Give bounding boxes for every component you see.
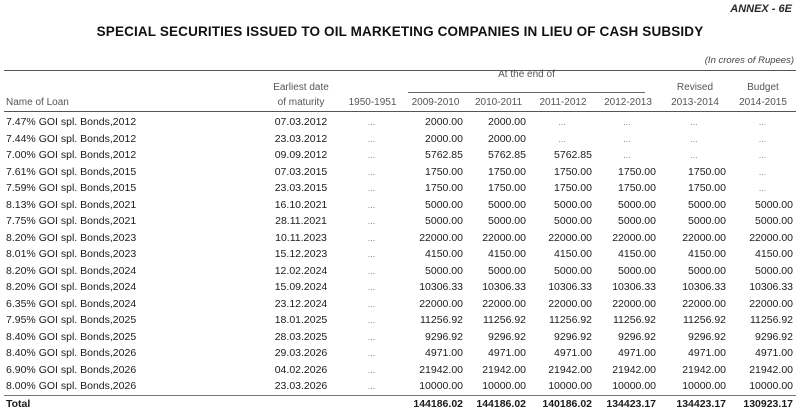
- value-2011-2012-cell: 22000.00: [548, 297, 592, 310]
- col-header-1950: 1950-1951: [348, 97, 397, 108]
- maturity-date-cell: 29.03.2026: [274, 347, 328, 360]
- value-budget-2014-2015-cell: 5000.00: [755, 264, 793, 277]
- value-2010-2011-cell: 22000.00: [482, 297, 526, 310]
- value-2012-2013-cell: 22000.00: [612, 297, 656, 310]
- value-1950-1951-total: [340, 395, 403, 412]
- value-1950-1951-cell: ...: [367, 348, 376, 359]
- value-1950-1951-cell: ...: [367, 282, 376, 293]
- value-2009-2010-cell: 2000.00: [425, 116, 463, 129]
- value-2010-2011-cell: 10000.00: [482, 380, 526, 393]
- maturity-date-cell: 23.12.2024: [274, 297, 328, 310]
- page-title: SPECIAL SECURITIES ISSUED TO OIL MARKETING COMPANIES IN LIEU OF CASH SUBSIDY: [96, 24, 704, 39]
- value-1950-1951-cell: ...: [367, 381, 376, 392]
- value-revised-2013-2014-cell: 22000.00: [682, 231, 726, 244]
- value-1950-1951-cell: ...: [367, 265, 376, 276]
- loan-name-cell: 7.47% GOI spl. Bonds,2012: [6, 116, 137, 129]
- col-header-2010: 2010-2011: [474, 97, 523, 108]
- value-1950-1951-cell: ...: [367, 315, 376, 326]
- value-2012-2013-cell: 5000.00: [618, 264, 656, 277]
- loan-name-cell: 8.20% GOI spl. Bonds,2023: [6, 231, 137, 244]
- value-budget-2014-2015-cell: 5000.00: [755, 198, 793, 211]
- loan-name-cell: 8.00% GOI spl. Bonds,2026: [6, 380, 137, 393]
- value-2011-2012-cell: 4971.00: [554, 347, 592, 360]
- value-budget-2014-2015-cell: 4150.00: [755, 248, 793, 261]
- value-2009-2010-cell: 11256.92: [419, 314, 463, 327]
- maturity-date-cell: 23.03.2015: [274, 182, 328, 195]
- value-revised-2013-2014-cell: 10000.00: [682, 380, 726, 393]
- maturity-date-cell: 12.02.2024: [274, 264, 328, 277]
- value-2010-2011-cell: 5000.00: [488, 264, 526, 277]
- value-2012-2013-cell: ...: [623, 150, 631, 161]
- table-row: [4, 230, 796, 247]
- col-header-at-end: At the end of: [498, 69, 555, 80]
- header-divider: [4, 111, 796, 112]
- loan-name-cell: 8.40% GOI spl. Bonds,2025: [6, 330, 137, 343]
- table-row: [4, 131, 796, 148]
- value-2009-2010-cell: 22000.00: [419, 231, 463, 244]
- value-2011-2012-cell: 21942.00: [548, 363, 592, 376]
- value-revised-2013-2014-cell: 4971.00: [688, 347, 726, 360]
- value-2011-2012-cell: 5762.85: [554, 149, 592, 162]
- table-body: [4, 114, 796, 412]
- total-label: Total: [4, 395, 262, 412]
- value-2010-2011-cell: 5000.00: [488, 198, 526, 211]
- table-row: [4, 312, 796, 329]
- value-revised-2013-2014-cell: 5000.00: [688, 198, 726, 211]
- col-header-revised: Revised: [676, 82, 714, 93]
- value-2012-2013-total: 134423.17: [595, 395, 659, 412]
- value-2009-2010-cell: 2000.00: [425, 132, 463, 145]
- value-2011-2012-cell: 10000.00: [548, 380, 592, 393]
- value-2009-2010-cell: 5000.00: [425, 264, 463, 277]
- value-budget-2014-2015-cell: ...: [758, 117, 767, 128]
- value-2010-2011-cell: 2000.00: [488, 116, 526, 129]
- value-2011-2012-cell: ...: [558, 117, 566, 128]
- value-1950-1951-cell: ...: [367, 183, 376, 194]
- value-budget-2014-2015-cell: ...: [758, 150, 767, 161]
- value-revised-2013-2014-cell: 5000.00: [688, 215, 726, 228]
- value-revised-2013-2014-cell: 4150.00: [688, 248, 726, 261]
- value-2009-2010-cell: 21942.00: [419, 363, 463, 376]
- table-row: [4, 362, 796, 379]
- value-budget-2014-2015-cell: ...: [758, 166, 767, 177]
- maturity-date-cell: 04.02.2026: [274, 363, 328, 376]
- loan-name-cell: 7.75% GOI spl. Bonds,2021: [6, 215, 137, 228]
- maturity-date-cell: 28.03.2025: [274, 330, 328, 343]
- table-row: [4, 213, 796, 230]
- value-2009-2010-cell: 4971.00: [425, 347, 463, 360]
- value-budget-2014-2015-cell: 9296.92: [755, 330, 793, 343]
- value-2010-2011-cell: 5762.85: [488, 149, 526, 162]
- value-1950-1951-cell: ...: [367, 364, 376, 375]
- maturity-date-total: [262, 395, 340, 412]
- value-1950-1951-cell: ...: [367, 331, 376, 342]
- value-2012-2013-cell: 22000.00: [612, 231, 656, 244]
- value-2011-2012-cell: 10306.33: [548, 281, 592, 294]
- col-header-2012: 2012-2013: [604, 97, 652, 108]
- col-header-2009: 2009-2010: [411, 97, 460, 108]
- value-2011-2012-cell: 11256.92: [548, 314, 592, 327]
- value-2011-2012-cell: 1750.00: [554, 165, 592, 178]
- value-budget-2014-2015-cell: ...: [758, 183, 767, 194]
- value-budget-2014-2015-cell: 11256.92: [749, 314, 793, 327]
- value-2012-2013-cell: 1750.00: [618, 165, 656, 178]
- col-header-2011: 2011-2012: [539, 97, 587, 108]
- loan-name-cell: 7.95% GOI spl. Bonds,2025: [6, 314, 137, 327]
- value-1950-1951-cell: ...: [367, 249, 376, 260]
- value-2011-2012-cell: ...: [558, 133, 566, 144]
- value-2010-2011-cell: 11256.92: [482, 314, 526, 327]
- value-2010-2011-cell: 21942.00: [482, 363, 526, 376]
- col-header-2013: 2013-2014: [671, 97, 719, 108]
- loan-name-cell: 7.59% GOI spl. Bonds,2015: [6, 182, 137, 195]
- value-2010-2011-cell: 4971.00: [488, 347, 526, 360]
- maturity-date-cell: 23.03.2026: [274, 380, 328, 393]
- value-revised-2013-2014-cell: 21942.00: [682, 363, 726, 376]
- maturity-date-cell: 15.12.2023: [274, 248, 328, 261]
- value-revised-2013-2014-cell: ...: [690, 133, 698, 144]
- maturity-date-cell: 07.03.2012: [274, 116, 328, 129]
- value-budget-2014-2015-total: 130923.17: [729, 395, 796, 412]
- value-2009-2010-cell: 1750.00: [425, 182, 463, 195]
- maturity-date-cell: 09.09.2012: [274, 149, 328, 162]
- table-row: [4, 378, 796, 395]
- value-revised-2013-2014-cell: 11256.92: [682, 314, 726, 327]
- value-1950-1951-cell: ...: [367, 232, 376, 243]
- value-2009-2010-cell: 10000.00: [419, 380, 463, 393]
- table-row: [4, 180, 796, 197]
- table-row: [4, 246, 796, 263]
- col-header-date-line2: of maturity: [277, 97, 325, 108]
- value-1950-1951-cell: ...: [367, 199, 376, 210]
- value-2012-2013-cell: 10306.33: [612, 281, 656, 294]
- value-2010-2011-cell: 5000.00: [488, 215, 526, 228]
- total-row: [4, 395, 796, 412]
- value-1950-1951-cell: ...: [367, 166, 376, 177]
- value-budget-2014-2015-cell: 21942.00: [749, 363, 793, 376]
- value-2012-2013-cell: 9296.92: [618, 330, 656, 343]
- value-2009-2010-cell: 9296.92: [425, 330, 463, 343]
- maturity-date-cell: 07.03.2015: [274, 165, 328, 178]
- value-1950-1951-cell: ...: [367, 216, 376, 227]
- value-1950-1951-cell: ...: [367, 150, 376, 161]
- value-1950-1951-cell: ...: [367, 298, 376, 309]
- value-budget-2014-2015-cell: 4971.00: [755, 347, 793, 360]
- col-header-date-line1: Earliest date: [273, 82, 329, 93]
- value-2009-2010-cell: 22000.00: [419, 297, 463, 310]
- col-header-budget: Budget: [747, 82, 779, 93]
- value-revised-2013-2014-cell: 5000.00: [688, 264, 726, 277]
- table-row: [4, 296, 796, 313]
- header-span-divider: [408, 92, 645, 93]
- maturity-date-cell: 16.10.2021: [274, 198, 328, 211]
- col-header-2014: 2014-2015: [739, 97, 787, 108]
- value-2011-2012-cell: 5000.00: [554, 215, 592, 228]
- value-2011-2012-cell: 5000.00: [554, 198, 592, 211]
- table-row: [4, 164, 796, 181]
- loan-name-cell: 6.90% GOI spl. Bonds,2026: [6, 363, 137, 376]
- value-2012-2013-cell: 4971.00: [618, 347, 656, 360]
- table-row: [4, 263, 796, 280]
- value-budget-2014-2015-cell: 10306.33: [749, 281, 793, 294]
- table-row: [4, 197, 796, 214]
- value-revised-2013-2014-cell: 22000.00: [682, 297, 726, 310]
- value-budget-2014-2015-cell: ...: [758, 133, 767, 144]
- loan-name-cell: 7.00% GOI spl. Bonds,2012: [6, 149, 137, 162]
- value-2012-2013-cell: 11256.92: [612, 314, 656, 327]
- table-row: [4, 345, 796, 362]
- value-budget-2014-2015-cell: 5000.00: [755, 215, 793, 228]
- maturity-date-cell: 10.11.2023: [275, 231, 327, 244]
- value-2010-2011-cell: 1750.00: [488, 165, 526, 178]
- value-2012-2013-cell: 21942.00: [612, 363, 656, 376]
- value-2012-2013-cell: 5000.00: [618, 198, 656, 211]
- value-budget-2014-2015-cell: 22000.00: [749, 231, 793, 244]
- loan-name-cell: 7.61% GOI spl. Bonds,2015: [6, 165, 137, 178]
- value-2009-2010-cell: 4150.00: [425, 248, 463, 261]
- value-2012-2013-cell: 4150.00: [618, 248, 656, 261]
- value-revised-2013-2014-cell: 1750.00: [688, 165, 726, 178]
- top-divider: [4, 70, 796, 71]
- value-2009-2010-total: 144186.02: [403, 395, 466, 412]
- value-2012-2013-cell: ...: [623, 133, 631, 144]
- table-row: [4, 279, 796, 296]
- value-2012-2013-cell: ...: [623, 117, 631, 128]
- value-2010-2011-cell: 4150.00: [488, 248, 526, 261]
- loan-name-cell: 7.44% GOI spl. Bonds,2012: [6, 132, 137, 145]
- value-2010-2011-cell: 2000.00: [488, 132, 526, 145]
- value-1950-1951-cell: ...: [367, 117, 376, 128]
- value-2011-2012-cell: 9296.92: [554, 330, 592, 343]
- annex-label: ANNEX - 6E: [730, 3, 792, 15]
- value-2009-2010-cell: 5000.00: [425, 215, 463, 228]
- loan-name-cell: 8.20% GOI spl. Bonds,2024: [6, 264, 137, 277]
- col-header-name: Name of Loan: [6, 97, 69, 108]
- value-2009-2010-cell: 5762.85: [425, 149, 463, 162]
- value-2010-2011-cell: 22000.00: [482, 231, 526, 244]
- maturity-date-cell: 23.03.2012: [274, 132, 328, 145]
- units-note: (In crores of Rupees): [704, 55, 794, 66]
- value-1950-1951-cell: ...: [367, 133, 376, 144]
- securities-table: [4, 114, 796, 412]
- value-2012-2013-cell: 5000.00: [618, 215, 656, 228]
- value-2011-2012-cell: 1750.00: [554, 182, 592, 195]
- maturity-date-cell: 15.09.2024: [274, 281, 328, 294]
- value-revised-2013-2014-cell: 1750.00: [688, 182, 726, 195]
- table-row: [4, 147, 796, 164]
- value-2011-2012-cell: 4150.00: [554, 248, 592, 261]
- value-revised-2013-2014-cell: ...: [690, 150, 698, 161]
- value-2010-2011-cell: 1750.00: [488, 182, 526, 195]
- table-row: [4, 114, 796, 131]
- value-revised-2013-2014-cell: 10306.33: [682, 281, 726, 294]
- maturity-date-cell: 28.11.2021: [275, 215, 327, 228]
- value-2012-2013-cell: 10000.00: [612, 380, 656, 393]
- loan-name-cell: 8.40% GOI spl. Bonds,2026: [6, 347, 137, 360]
- loan-name-cell: 8.20% GOI spl. Bonds,2024: [6, 281, 137, 294]
- value-2010-2011-total: 144186.02: [466, 395, 529, 412]
- value-budget-2014-2015-cell: 10000.00: [749, 380, 793, 393]
- value-2009-2010-cell: 5000.00: [425, 198, 463, 211]
- value-2011-2012-cell: 5000.00: [554, 264, 592, 277]
- value-revised-2013-2014-total: 134423.17: [659, 395, 729, 412]
- value-2009-2010-cell: 10306.33: [419, 281, 463, 294]
- value-2009-2010-cell: 1750.00: [425, 165, 463, 178]
- loan-name-cell: 6.35% GOI spl. Bonds,2024: [6, 297, 137, 310]
- value-2011-2012-cell: 22000.00: [548, 231, 592, 244]
- table-row: [4, 329, 796, 346]
- value-2011-2012-total: 140186.02: [529, 395, 595, 412]
- value-revised-2013-2014-cell: ...: [690, 117, 698, 128]
- value-2012-2013-cell: 1750.00: [618, 182, 656, 195]
- value-budget-2014-2015-cell: 22000.00: [749, 297, 793, 310]
- maturity-date-cell: 18.01.2025: [274, 314, 328, 327]
- value-revised-2013-2014-cell: 9296.92: [688, 330, 726, 343]
- loan-name-cell: 8.01% GOI spl. Bonds,2023: [6, 248, 137, 261]
- value-2010-2011-cell: 9296.92: [488, 330, 526, 343]
- value-2010-2011-cell: 10306.33: [482, 281, 526, 294]
- loan-name-cell: 8.13% GOI spl. Bonds,2021: [6, 198, 137, 211]
